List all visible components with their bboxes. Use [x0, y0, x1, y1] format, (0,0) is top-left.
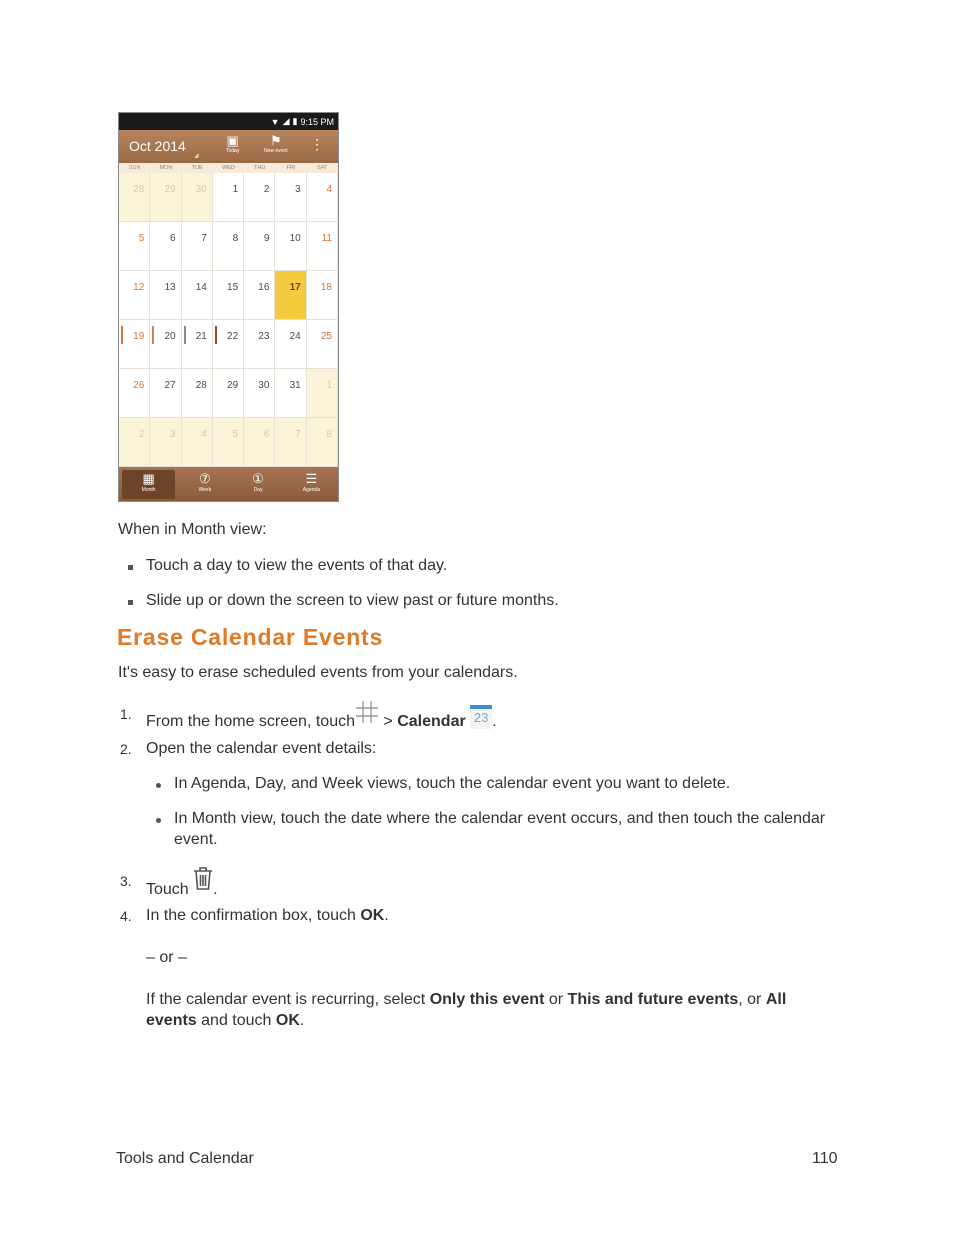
- day-cell[interactable]: 21: [182, 320, 213, 369]
- section-lead: It's easy to erase scheduled events from your calendars.: [118, 664, 518, 681]
- day-cell[interactable]: 30: [244, 369, 275, 418]
- sub-bullet-continuation: event.: [174, 831, 218, 848]
- apps-grid-icon: [355, 700, 379, 724]
- bullet-item: Touch a day to view the events of that day.: [146, 557, 448, 574]
- step-3-text: Touch .: [146, 866, 218, 905]
- status-bar: [119, 113, 338, 130]
- day-cell[interactable]: 13: [150, 271, 181, 320]
- day-cell[interactable]: 29: [150, 173, 181, 222]
- calendar-screenshot: [118, 112, 339, 502]
- day-cell[interactable]: 7: [182, 222, 213, 271]
- step-number: 3.: [120, 873, 132, 889]
- step-2-text: Open the calendar event details:: [146, 740, 377, 757]
- month-title[interactable]: Oct 2014: [129, 138, 186, 154]
- month-grid: [119, 173, 338, 467]
- step-number: 4.: [120, 908, 132, 924]
- day-cell[interactable]: 22: [213, 320, 244, 369]
- day-cell[interactable]: 5: [119, 222, 150, 271]
- day-cell[interactable]: 18: [307, 271, 338, 320]
- day-cell[interactable]: 3: [275, 173, 306, 222]
- overflow-menu-icon[interactable]: ⋮: [310, 136, 324, 152]
- or-separator: – or –: [146, 949, 187, 966]
- day-cell[interactable]: 26: [119, 369, 150, 418]
- day-cell[interactable]: 28: [119, 173, 150, 222]
- day-cell[interactable]: 3: [150, 418, 181, 467]
- step-number: 1.: [120, 706, 132, 722]
- day-cell[interactable]: 7: [275, 418, 306, 467]
- view-tab-bar: [119, 467, 338, 502]
- section-heading: Erase Calendar Events: [117, 624, 384, 650]
- tab-month[interactable]: ▦ Month: [122, 470, 175, 499]
- event-marker: [215, 326, 217, 344]
- day-cell[interactable]: 27: [150, 369, 181, 418]
- day-cell[interactable]: 8: [307, 418, 338, 467]
- tab-agenda[interactable]: ☰ Agenda: [285, 467, 338, 502]
- sub-bullet-item: In Month view, touch the date where the calendar event occurs, and then touch the calendar: [174, 810, 826, 827]
- recurring-text-line-1: If the calendar event is recurring, select Only this event or This and future events, or All: [146, 991, 787, 1008]
- event-marker: [121, 326, 123, 344]
- agenda-view-icon: ☰: [305, 471, 318, 486]
- day-cell[interactable]: 20: [150, 320, 181, 369]
- tab-week[interactable]: ⑦ Week: [178, 467, 231, 502]
- calendar-app-icon: 23: [470, 705, 492, 729]
- bullet-item: Slide up or down the screen to view past or future months.: [146, 592, 559, 609]
- weekday-label: SAT: [317, 165, 328, 171]
- day-cell[interactable]: 9: [244, 222, 275, 271]
- day-view-icon: ①: [252, 471, 264, 486]
- month-view-icon: ▦: [142, 471, 155, 486]
- bullet-square-icon: [128, 600, 133, 605]
- footer-section-title: Tools and Calendar: [116, 1150, 254, 1167]
- day-cell[interactable]: 2: [244, 173, 275, 222]
- day-cell[interactable]: 12: [119, 271, 150, 320]
- day-cell[interactable]: 1: [213, 173, 244, 222]
- day-cell[interactable]: 4: [307, 173, 338, 222]
- today-icon: ▣: [226, 133, 239, 148]
- day-cell[interactable]: 6: [150, 222, 181, 271]
- today-label: Today: [226, 148, 240, 154]
- bullet-dot-icon: [156, 818, 161, 823]
- day-cell[interactable]: 16: [244, 271, 275, 320]
- day-cell[interactable]: 31: [275, 369, 306, 418]
- day-cell[interactable]: 24: [275, 320, 306, 369]
- recurring-text-line-2: events and touch OK.: [146, 1012, 305, 1029]
- weekday-label: FRI: [286, 165, 296, 171]
- day-cell[interactable]: 25: [307, 320, 338, 369]
- signal-icon: ◢: [282, 116, 290, 126]
- today-cell[interactable]: 17: [275, 271, 306, 320]
- intro-text: When in Month view:: [118, 521, 267, 538]
- battery-icon: ▮: [292, 116, 298, 126]
- day-cell[interactable]: 29: [213, 369, 244, 418]
- sub-bullet-item: In Agenda, Day, and Week views, touch the calendar event you want to delete.: [174, 775, 731, 792]
- day-cell[interactable]: 14: [182, 271, 213, 320]
- day-cell[interactable]: 10: [275, 222, 306, 271]
- wifi-icon: ▼: [270, 116, 280, 127]
- day-cell[interactable]: 28: [182, 369, 213, 418]
- bullet-square-icon: [128, 565, 133, 570]
- day-cell[interactable]: 19: [119, 320, 150, 369]
- day-cell[interactable]: 1: [307, 369, 338, 418]
- day-cell[interactable]: 30: [182, 173, 213, 222]
- status-time: 9:15 PM: [300, 116, 334, 127]
- weekday-label: THU: [254, 165, 266, 171]
- weekday-label: SUN: [128, 165, 141, 171]
- step-number: 2.: [120, 741, 132, 757]
- new-event-button[interactable]: [264, 133, 288, 154]
- trash-icon: [193, 866, 213, 890]
- calendar-header: [119, 130, 338, 163]
- tab-day[interactable]: ① Day: [232, 467, 285, 502]
- dropdown-caret-icon: ◢: [194, 153, 199, 159]
- weekday-label: TUE: [191, 165, 203, 171]
- today-button[interactable]: [226, 133, 239, 154]
- day-cell[interactable]: 15: [213, 271, 244, 320]
- weekday-row: [119, 163, 338, 173]
- day-cell[interactable]: 11: [307, 222, 338, 271]
- new-event-icon: ⚑: [269, 133, 282, 148]
- event-marker: [184, 326, 186, 344]
- day-cell[interactable]: 4: [182, 418, 213, 467]
- day-cell[interactable]: 8: [213, 222, 244, 271]
- step-4-text: In the confirmation box, touch OK.: [146, 907, 389, 924]
- new-event-label: New event: [264, 148, 288, 154]
- day-cell[interactable]: 23: [244, 320, 275, 369]
- page-number: 110: [812, 1150, 838, 1167]
- weekday-label: WED: [222, 165, 235, 171]
- week-view-icon: ⑦: [199, 471, 211, 486]
- day-cell[interactable]: 5: [213, 418, 244, 467]
- day-cell[interactable]: 2: [119, 418, 150, 467]
- day-cell[interactable]: 6: [244, 418, 275, 467]
- event-marker: [152, 326, 154, 344]
- weekday-label: MON: [159, 165, 173, 171]
- bullet-dot-icon: [156, 783, 161, 788]
- step-1-text: From the home screen, touch > Calendar 23 .: [146, 700, 497, 737]
